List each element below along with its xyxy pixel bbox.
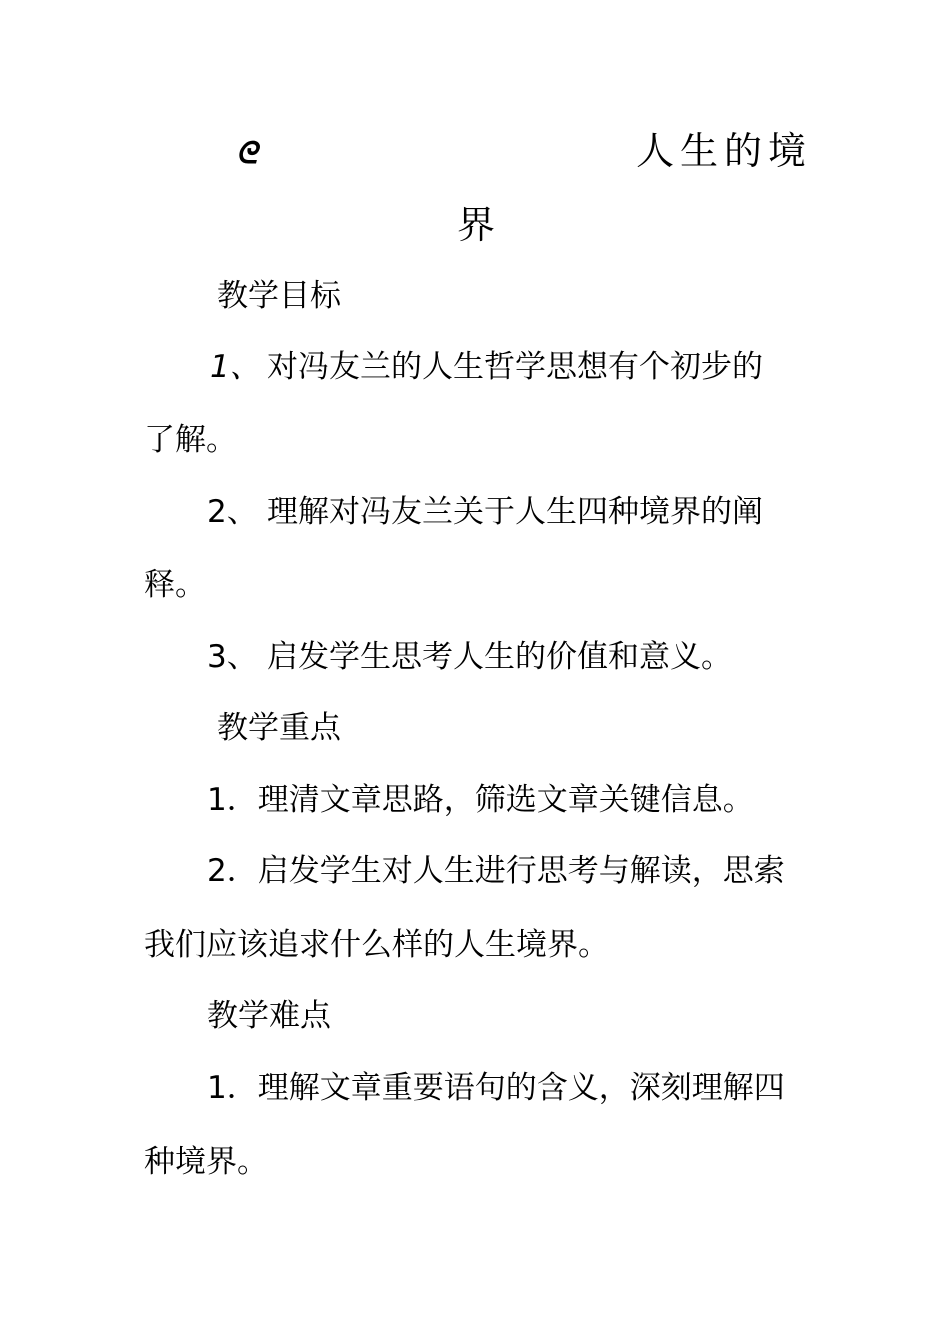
document-title: 人生的境 <box>636 129 813 173</box>
goal-3-number: 3、 <box>207 639 258 675</box>
goal-2-text-cont: 释。 <box>144 567 206 603</box>
key-point-1: 1．理清文章思路，筛选文章关键信息。 <box>207 782 754 818</box>
key-point-2: 2．启发学生对人生进行思考与解读，思索 <box>207 853 785 889</box>
goal-3-text: 启发学生思考人生的价值和意义。 <box>267 639 732 675</box>
goal-1-text-cont: 了解。 <box>144 422 237 458</box>
goal-1-text: 对冯友兰的人生哲学思想有个初步的 <box>267 349 763 385</box>
goal-2-number: 2、 <box>207 494 258 530</box>
key-point-2-cont: 我们应该追求什么样的人生境界。 <box>144 927 609 963</box>
title-ornament-icon: ᘓ <box>236 136 255 171</box>
key-points-heading: 教学重点 <box>217 710 341 746</box>
goals-heading: 教学目标 <box>217 278 341 314</box>
goal-1-number: 1、 <box>210 349 261 385</box>
difficulty-1-cont: 种境界。 <box>144 1144 268 1180</box>
document-title-continued: 界 <box>457 203 496 247</box>
difficulties-heading: 教学难点 <box>207 998 331 1034</box>
goal-2-text: 理解对冯友兰关于人生四种境界的阐 <box>267 494 763 530</box>
difficulty-1: 1．理解文章重要语句的含义，深刻理解四 <box>207 1070 785 1106</box>
